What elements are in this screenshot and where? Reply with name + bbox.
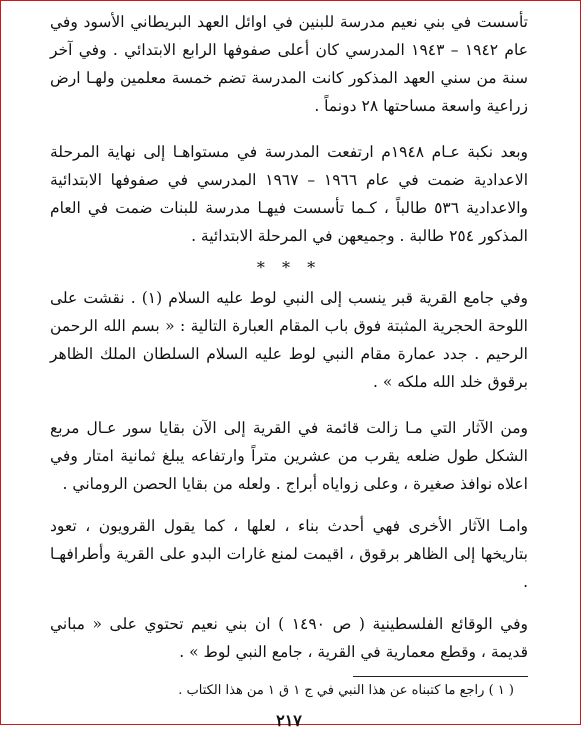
paragraph-palestinian-gazette: وفي الوقائع الفلسطينية ( ص ١٤٩٠ ) ان بني نعيم تحتوي على « مباني قديمة ، وقطع معمارية في القرية ، جامع النبي لوط » . [50,615,528,661]
footnote-divider [353,676,528,677]
paragraph-other-ruins: وامـا الآثار الأخرى فهي أحدث بناء ، لعلها ، كما يقول القرويون ، تعود بتاريخها إلى الظاهر برقوق ، اقيمت لمنع غارات البدو على القرية وأطرافهـا . [50,517,528,591]
footnote: ( ١ ) راجع ما كتبناه عن هذا النبي في ج ١ ق ١ من هذا الكتاب . [178,683,514,698]
paragraph-after-1948: وبعد نكبة عـام ١٩٤٨م ارتفعت المدرسة في مستواهـا إلى نهاية المرحلة الاعدادية ضمت في عام ١٩٦٦ – ١٩٦٧ المدرسي في صفوفها الابتدائية والاعدادية ٥٣٦ طالباً ، كـما تأسست فيهـا مدرسة للبنات ضمت في العام المذكور ٢٥٤ طالبة . وجميعهن في المرحلة الابتدائية . [50,143,529,245]
paragraph-mosque-tomb: وفي جامع القرية قبر ينسب إلى النبي لوط عليه السلام (١) . نقشت على اللوحة الحجرية المثبتة فوق باب المقام العبارة التالية : « بسم الله الرحمن الرحيم . جدد عمارة مقام النبي لوط عليه السلام السلطان الملك الظاهر برقوق خلد الله ملكه » . [50,289,528,391]
section-separator: * * * [256,258,322,277]
book-page [50,8,528,731]
paragraph-ancient-wall: ومن الآثار التي مـا زالت قائمة في القرية إلى الآن بقايا سور عـال مربع الشكل طول ضلعه يقرب من عشرين متراً وارتفاعه يبلغ ثمانية امتار وفي اعلاه نوافذ صغيرة ، وعلى زواياه أبراج . ولعله من بقايا الحصن الروماني . [50,419,528,493]
paragraph-school-founding: تأسست في بني نعيم مدرسة للبنين في اوائل العهد البريطاني الأسود وفي عام ١٩٤٢ – ١٩٤٣ المدرسي كان أعلى صفوفها الرابع الابتدائي . وفي آخر سنة من سني العهد المذكور كانت المدرسة تضم خمسة معلمين ولهـا ارض زراعية واسعة مساحتها ٢٨ دونماً . [50,13,529,115]
page-number: ٢١٧ [276,711,302,730]
